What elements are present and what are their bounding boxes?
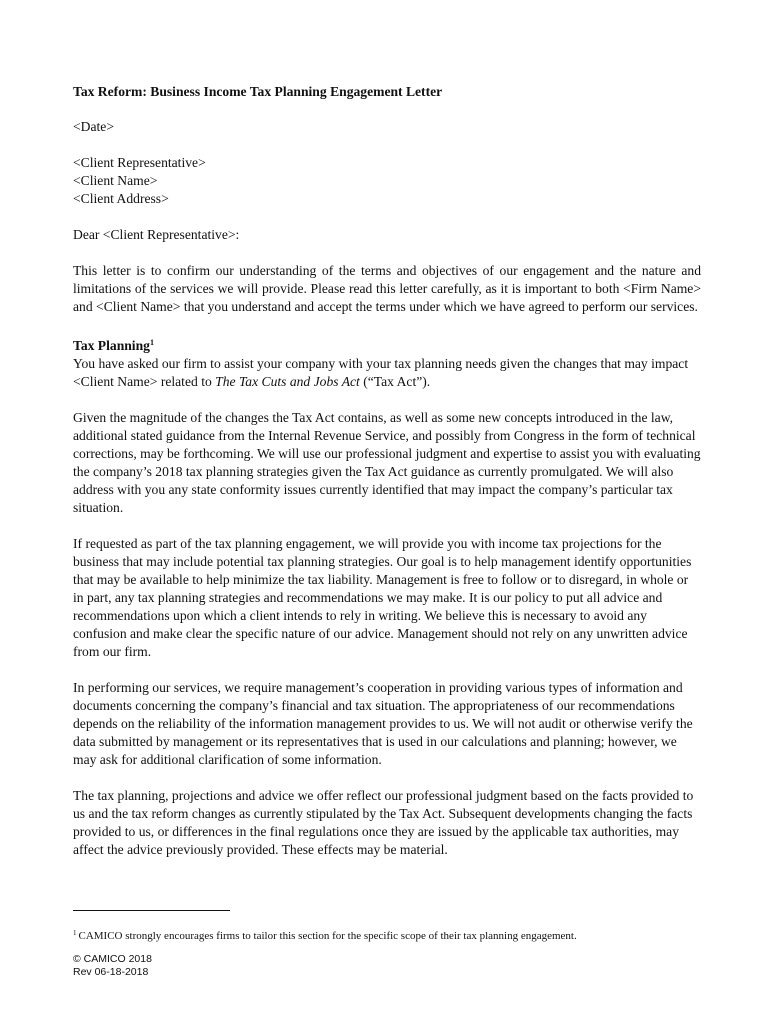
paragraph-1-text-b: (“Tax Act”). — [359, 374, 431, 389]
letter-body — [73, 83, 701, 877]
client-address-line: <Client Address> — [73, 191, 169, 206]
client-representative-line: <Client Representative> — [73, 155, 206, 170]
page-footer — [73, 953, 152, 979]
section-paragraph-4: In performing our services, we require management’s cooperation in providing various types of information and documents concerning the company’s financial and tax situation. The appropriateness of our recommendations depends on the reliability of the information management provides to us. We will not audit or otherwise verify the data submitted by management or its representatives that is used in our calculations and planning; however, we may ask for additional clarification of some information. — [73, 680, 693, 767]
client-address-block — [73, 154, 701, 208]
paragraph-1-text-a: You have asked our firm to assist your company with your tax planning needs given the changes that may impact <Client Name> related to — [73, 356, 689, 389]
copyright-line: © CAMICO 2018 — [73, 953, 152, 965]
section-paragraph-1 — [73, 355, 701, 391]
client-name-line: <Client Name> — [73, 173, 158, 188]
footnote-number: 1 — [73, 929, 77, 937]
act-name: The Tax Cuts and Jobs Act — [215, 374, 360, 389]
footnote — [73, 926, 701, 943]
document-title: Tax Reform: Business Income Tax Planning Engagement Letter — [73, 84, 443, 99]
tax-planning-section-start — [73, 334, 701, 391]
salutation: Dear <Client Representative>: — [73, 227, 240, 242]
section-heading-text: Tax Planning — [73, 338, 150, 353]
section-heading — [73, 334, 701, 355]
intro-paragraph: This letter is to confirm our understanding of the terms and objectives of our engagement and the nature and limitations of the services we will provide. Please read this letter carefully, as it is important to both <Firm Name> and <Client Name> that you understand and accept the terms under which we have agreed to perform our services. — [73, 263, 701, 314]
footnote-separator — [73, 910, 230, 911]
revision-line: Rev 06-18-2018 — [73, 966, 149, 978]
section-paragraph-3: If requested as part of the tax planning engagement, we will provide you with income tax projections for the business that may include potential tax planning strategies. Our goal is to help management identify opportunities that may be available to help minimize the tax liability. Management is free to follow or to disregard, in whole or in part, any tax planning strategies and recommendations we may make. It is our policy to put all advice and recommendations upon which a client intends to rely in writing. We believe this is necessary to avoid any confusion and make clear the specific nature of our advice. Management should not rely on any unwritten advice from our firm. — [73, 536, 692, 659]
footnote-text: CAMICO strongly encourages firms to tailor this section for the specific scope of their tax planning engagement. — [78, 930, 577, 942]
section-paragraph-5: The tax planning, projections and advice we offer reflect our professional judgment based on the facts provided to us and the tax reform changes as currently stipulated by the Tax Act. Subsequent developments changing the facts provided to us, or differences in the final regulations once they are issued by the applicable tax authorities, may affect the advice previously provided. These effects may be material. — [73, 788, 694, 857]
section-paragraph-2: Given the magnitude of the changes the Tax Act contains, as well as some new concepts introduced in the law, additional stated guidance from the Internal Revenue Service, and possibly from Congress in the form of technical corrections, may be forthcoming. We will use our professional judgment and expertise to assist you with evaluating the company’s 2018 tax planning strategies given the Tax Act guidance as currently promulgated. We will also address with you any state conformity issues currently identified that may impact the company’s particular tax situation. — [73, 410, 701, 515]
footnote-reference: 1 — [149, 338, 154, 347]
date-line: <Date> — [73, 119, 114, 134]
